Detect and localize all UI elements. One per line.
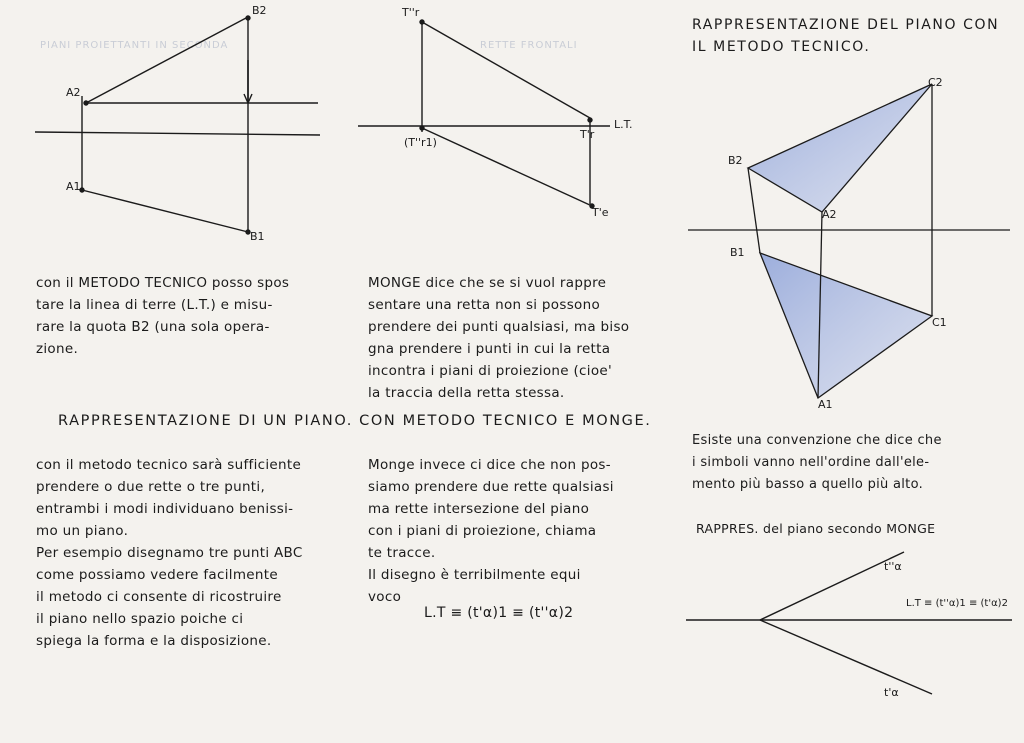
label-lt: L.T. [614, 118, 633, 131]
convention-note: Esiste una convenzione che dice che i simboli vanno nell'ordine dall'ele- mento più basso a quello più alto. [692, 433, 942, 492]
label-a2: A2 [66, 86, 81, 99]
label-upper-trace: t''α [884, 560, 902, 573]
label-tr1: T'r [580, 128, 595, 141]
bottom-mid-text: Monge invece ci dice che non pos- siamo prendere due rette qualsiasi ma rette intersezione del piano con i piani di proiezione, chiama te tracce. Il disegno è terribilmente equi voco [368, 457, 614, 605]
bleed-through-text: RETTE FRONTALI [480, 40, 578, 51]
figure-metodo-tecnico [35, 16, 320, 234]
title-piano-tecnico: RAPPRESENTAZIONE DEL PIANO CON IL METODO TECNICO. [692, 17, 1000, 55]
figure-piano-monge [686, 552, 1012, 694]
trace-t2-alpha [760, 552, 904, 620]
retta-projection-1 [422, 128, 595, 206]
title-piano-monge: RAPPRES. del piano secondo MONGE [696, 521, 936, 536]
label-b1: B1 [250, 230, 265, 243]
segment-a1-b1 [82, 190, 248, 232]
label-tr21: (T''r1) [404, 136, 437, 149]
label-lower-trace: t'α [884, 686, 899, 699]
formula-lt: L.T ≡ (t'α)1 ≡ (t''α)2 [424, 605, 574, 621]
label-lt-formula: L.T ≡ (t''α)1 ≡ (t'α)2 [906, 598, 1008, 609]
bottom-left-text: con il metodo tecnico sarà sufficiente prendere o due rette o tre punti, entrambi i modi individuano benissi- mo un piano. Per esempio disegnamo tre punti ABC come possiamo vedere facilmente il metodo ci consente di ricostruire il piano nello spazio poiche ci spiega la forma e la disposizione. [36, 457, 303, 649]
label-b2-plane: B2 [728, 154, 743, 167]
trace-t1-alpha [760, 620, 932, 694]
intro-metodo-tecnico: con il METODO TECNICO posso spos tare la linea di terre (L.T.) e misu- rare la quota B2 (una sola opera- zione. [36, 275, 290, 357]
figure-piano-tecnico [688, 84, 1010, 398]
label-a1-plane: A1 [818, 398, 833, 411]
label-c2: C2 [928, 76, 943, 89]
figure-monge-retta [358, 20, 610, 208]
label-b2: B2 [252, 4, 267, 17]
label-tr2: T''r [402, 6, 420, 19]
bleed-through-text: PIANI PROIETTANTI IN SECONDA [40, 40, 229, 51]
intro-monge: MONGE dice che se si vuol rappre sentare una retta non si possono prendere dei punti qualsiasi, ma biso gna prendere i punti in cui la retta incontra i piani di proiezione (cioe' la traccia della retta stessa. [368, 275, 630, 401]
ground-line [35, 132, 320, 135]
projection-line-b [748, 168, 760, 253]
label-b1-plane: B1 [730, 246, 745, 259]
plane-projection-1 [760, 253, 932, 398]
section-title: RAPPRESENTAZIONE DI UN PIANO. CON METODO TECNICO E MONGE. [58, 413, 652, 429]
retta-projection-2 [422, 22, 590, 118]
label-a1: A1 [66, 180, 81, 193]
label-a2-plane: A2 [822, 208, 837, 221]
label-te: T'e [592, 206, 609, 219]
segment-a2-b2 [86, 18, 246, 103]
plane-projection-2 [748, 84, 932, 212]
label-c1-plane: C1 [932, 316, 947, 329]
